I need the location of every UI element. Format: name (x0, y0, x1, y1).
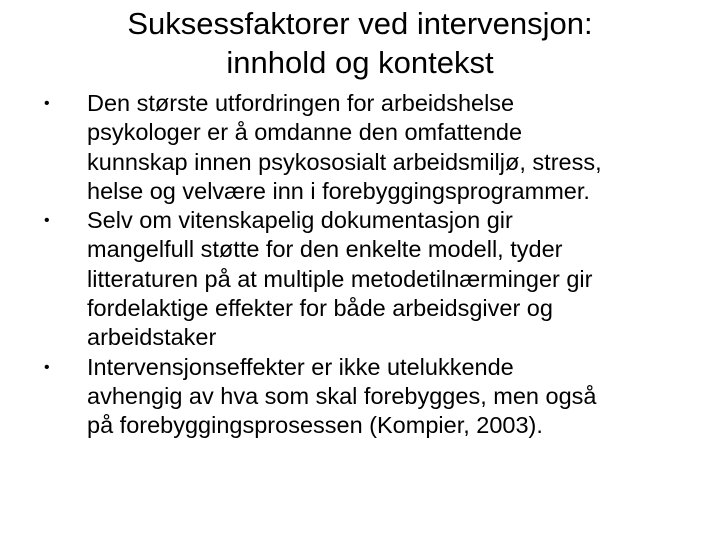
title-line: Suksessfaktorer ved intervensjon: (127, 6, 593, 41)
bullet-line: litteraturen på at multiple metodetilnærminger gir (87, 265, 593, 292)
bullet-line: Selv om vitenskapelig dokumentasjon gir (87, 207, 513, 234)
bullet-line: helse og velvære inn i forebyggingsprogrammer. (87, 177, 590, 204)
bullet-text (87, 89, 712, 206)
bullet-dot-icon: • (44, 212, 50, 230)
bullet-line: Intervensjonseffekter er ikke utelukkende (87, 353, 514, 380)
bullet-dot-icon: • (44, 95, 50, 112)
bullet-line: fordelaktige effekter for både arbeidsgiver og (87, 295, 553, 322)
bullet-line: på forebyggingsprosessen (Kompier, 2003). (87, 412, 543, 439)
bullet-text (87, 206, 712, 352)
bullet-line: arbeidstaker (87, 324, 217, 351)
bullet-line: avhengig av hva som skal forebygges, men også (87, 382, 597, 409)
bullet-line: Den største utfordringen for arbeidshelse (87, 90, 515, 116)
bullet-list (0, 89, 720, 441)
bullet-item (0, 353, 720, 441)
slide-title (0, 4, 720, 82)
bullet-line: mangelfull støtte for den enkelte modell, tyder (87, 236, 563, 263)
bullet-text (87, 353, 712, 441)
bullet-item (0, 206, 720, 352)
bullet-line: kunnskap innen psykososialt arbeidsmiljø, stress, (87, 148, 602, 175)
bullet-dot-icon: • (44, 358, 50, 376)
title-line: innhold og kontekst (226, 45, 494, 80)
bullet-line: psykologer er å omdanne den omfattende (87, 119, 523, 146)
bullet-item (0, 89, 720, 206)
